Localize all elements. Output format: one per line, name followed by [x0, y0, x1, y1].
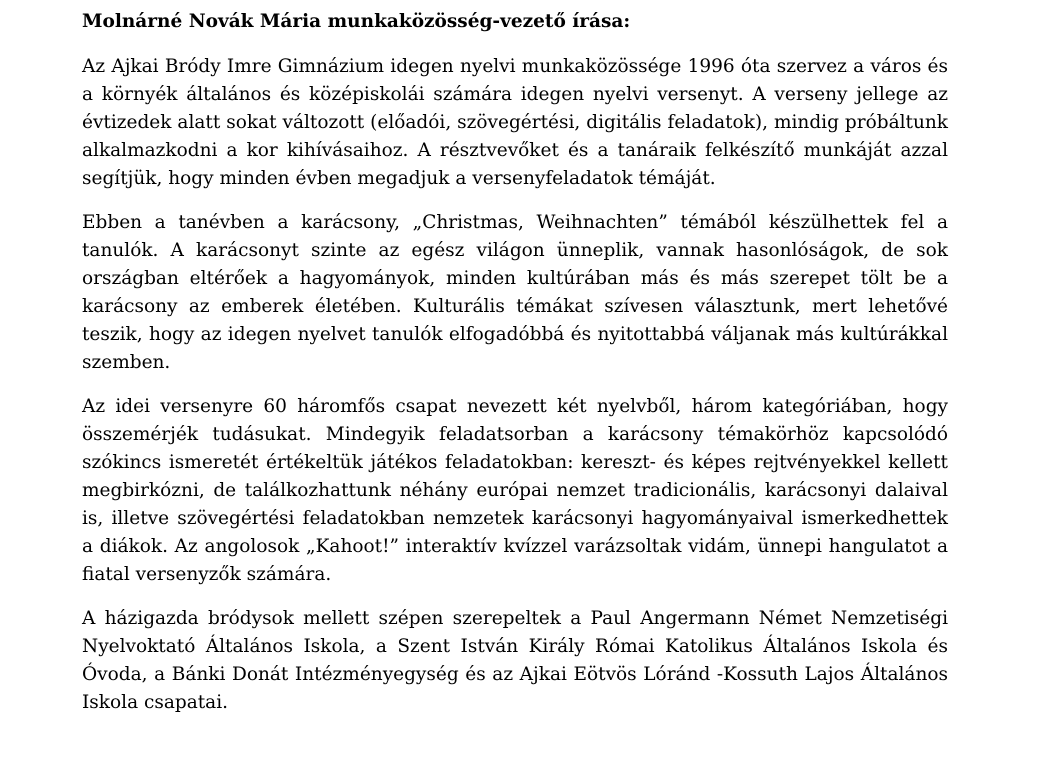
paragraph-2: Ebben a tanévben a karácsony, „Christmas, Weihnachten” témából készülhettek fel a tanulók. A karácsonyt szinte az egész világon ünneplik, vannak hasonlóságok, de sok országban eltérőek a hagyományok, minden kultúrában más és más szerepet tölt be a karácsony az emberek életében. Kulturális témákat szívesen választunk, mert lehetővé teszik, hogy az idegen nyelvet tanulók elfogadóbbá és nyitottabbá váljanak más kultúrákkal szemben.: [82, 212, 948, 373]
document-page: [82, 8, 948, 733]
paragraph-3: Az idei versenyre 60 háromfős csapat nevezett két nyelvből, három kategóriában, hogy összemérjék tudásukat. Mindegyik feladatsorban a karácsony témakörhöz kapcsolódó szókincs ismeretét értékeltük játékos feladatokban: kereszt- és képes rejtvényekkel kellett megbirkózni, de találkozhattunk néhány európai nemzet tradicionális, karácsonyi dalaival is, illetve szövegértési feladatokban nemzetek karácsonyi hagyományaival ismerkedhettek a diákok. Az angolosok „Kahoot!” interaktív kvízzel varázsoltak vidám, ünnepi hangulatot a fiatal versenyzők számára.: [82, 396, 948, 585]
paragraph-1: Az Ajkai Bródy Imre Gimnázium idegen nyelvi munkaközössége 1996 óta szervez a város és a környék általános és középiskolái számára idegen nyelvi versenyt. A verseny jellege az évtizedek alatt sokat változott (előadói, szövegértési, digitális feladatok), mindig próbáltunk alkalmazkodni a kor kihívásaihoz. A résztvevőket és a tanáraik felkészítő munkáját azzal segítjük, hogy minden évben megadjuk a versenyfeladatok témáját.: [82, 56, 948, 189]
document-title: Molnárné Novák Mária munkaközösség-vezető írása:: [82, 11, 631, 32]
paragraph-4: A házigazda bródysok mellett szépen szerepeltek a Paul Angermann Német Nemzetiségi Nyelvoktató Általános Iskola, a Szent István Király Római Katolikus Általános Iskola és Óvoda, a Bánki Donát Intézményegység és az Ajkai Eötvös Lóránd -Kossuth Lajos Általános Iskola csapatai.: [82, 608, 948, 713]
